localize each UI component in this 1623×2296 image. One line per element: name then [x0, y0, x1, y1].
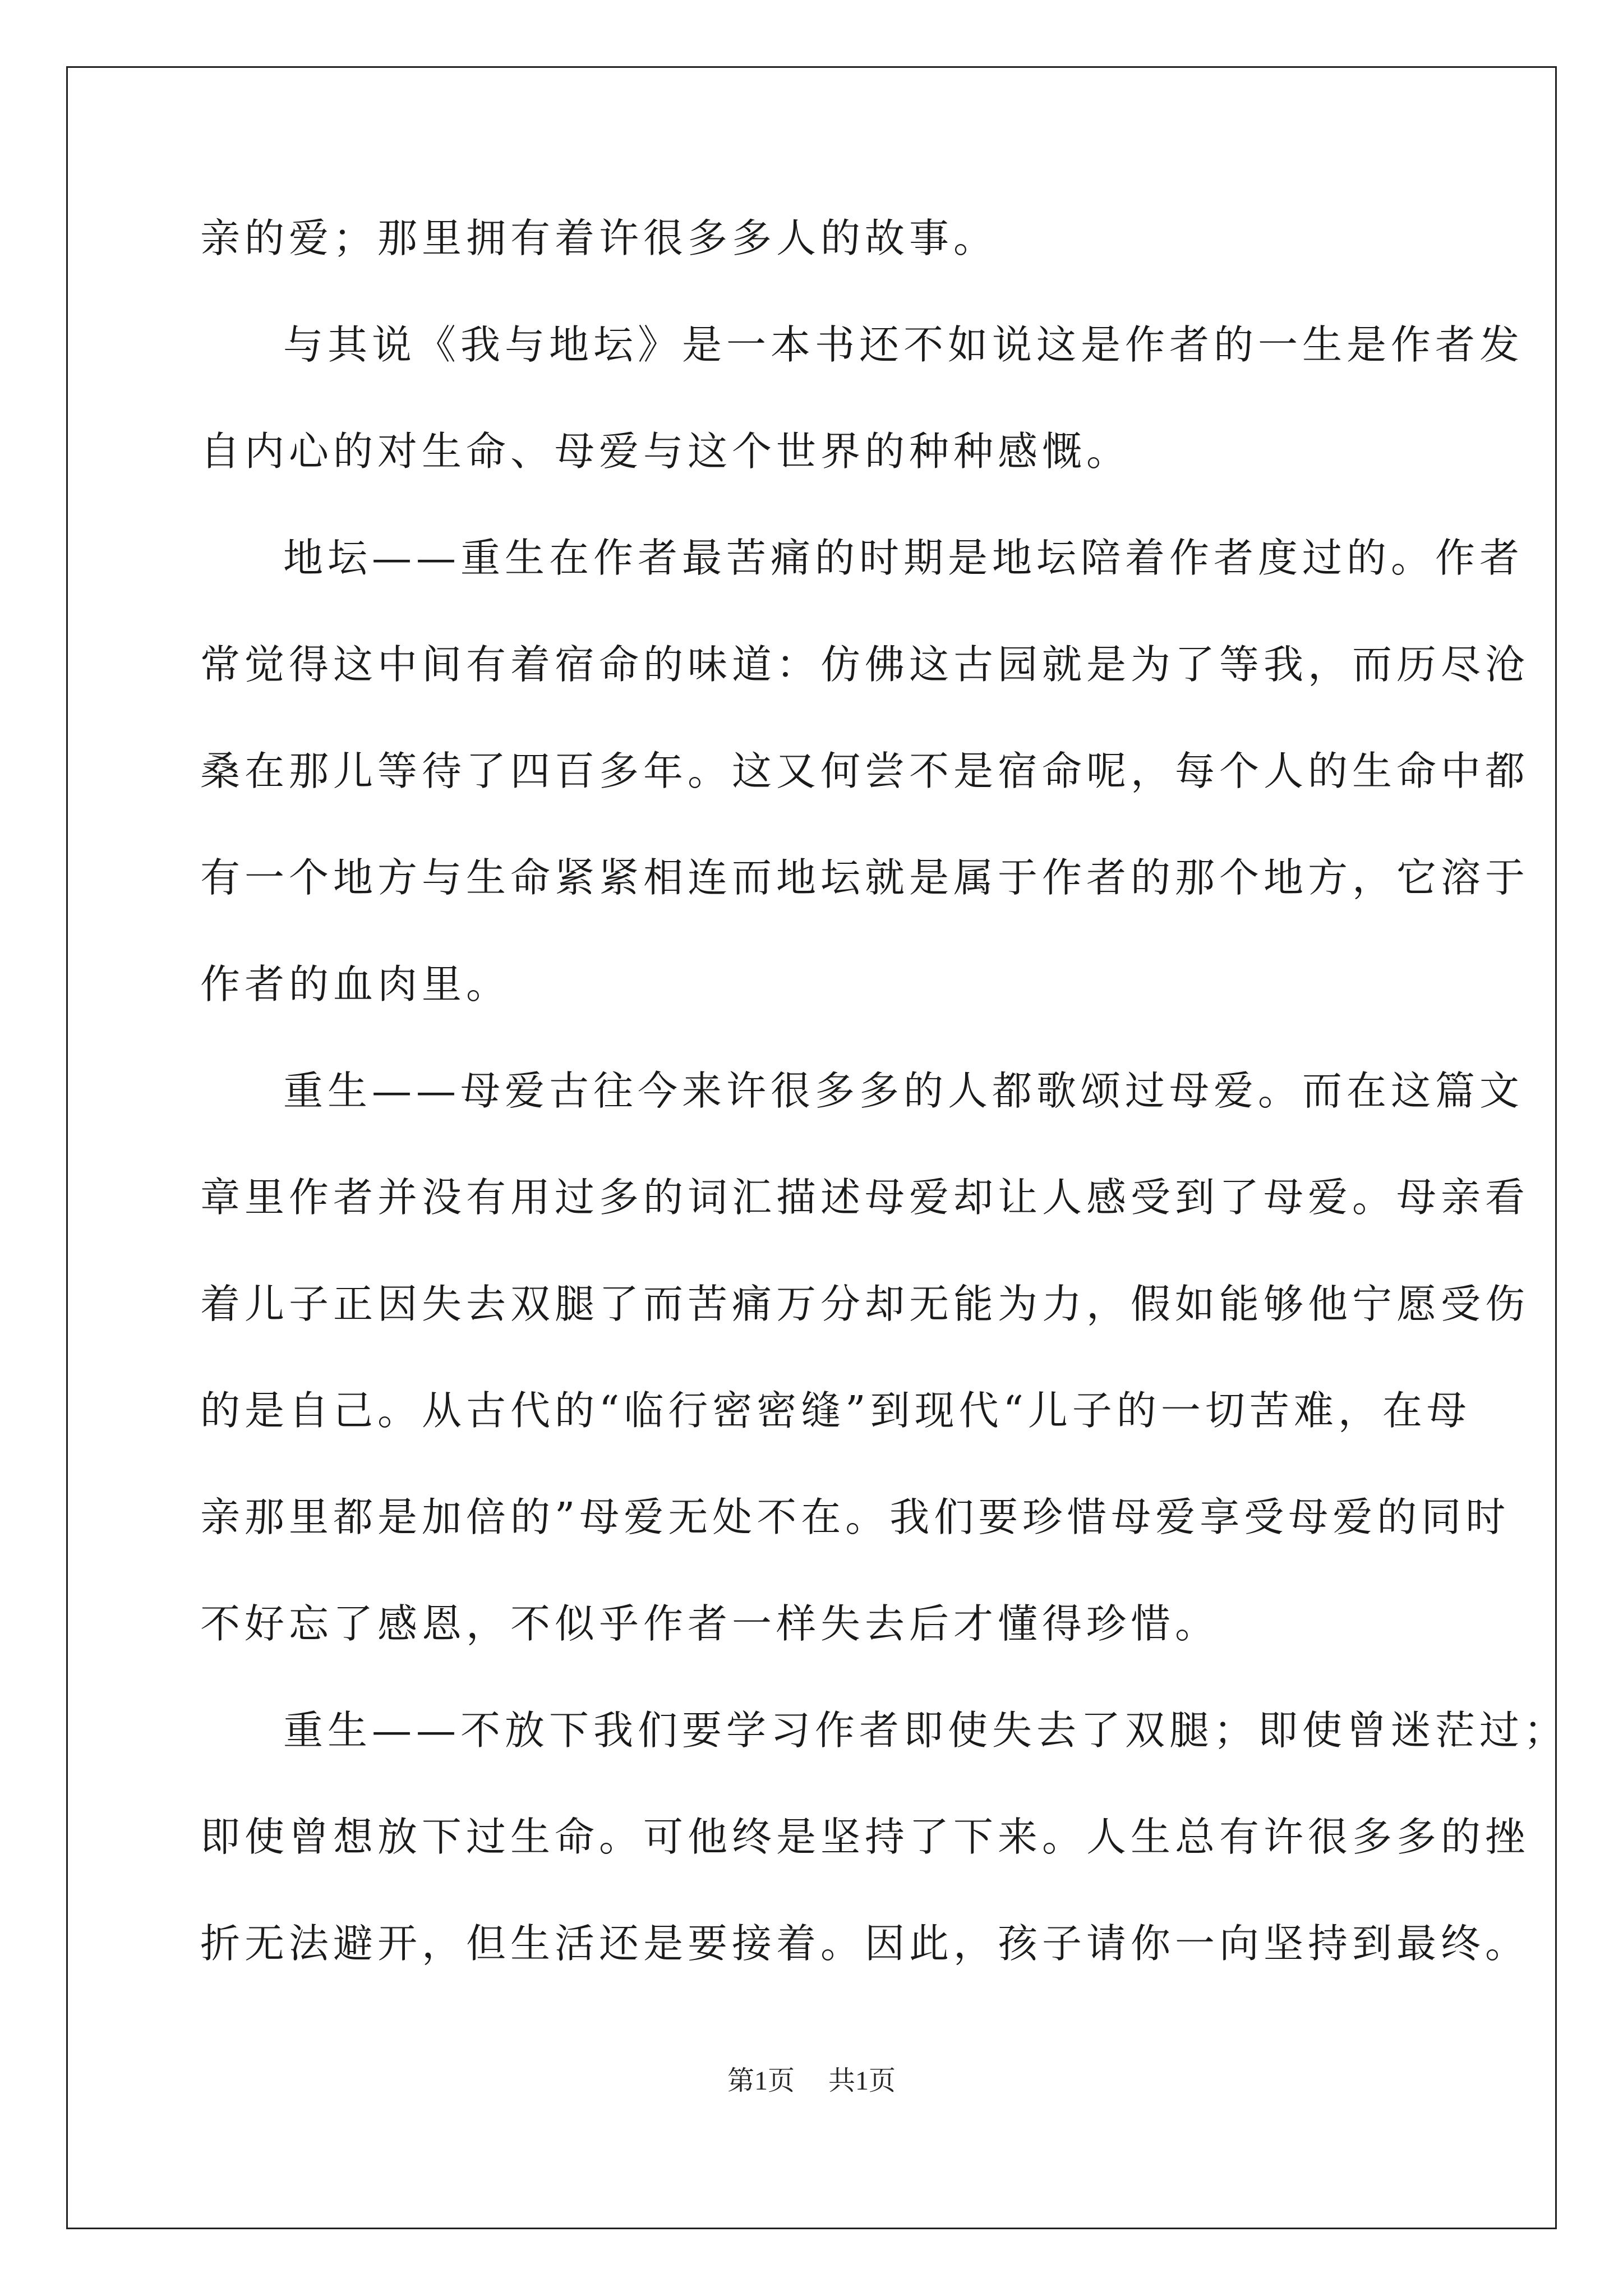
paragraph-start-line: 地坛——重生在作者最苦痛的时期是地坛陪着作者度过的。作者: [283, 535, 1524, 581]
text-line: 亲的爱；那里拥有着许很多多人的故事。: [200, 215, 998, 261]
text-line: 的是自己。从古代的“临行密密缝”到现代“儿子的一切苦难，在母: [200, 1387, 1471, 1434]
paragraph-start-line: 与其说《我与地坛》是一本书还不如说这是作者的一生是作者发: [283, 321, 1524, 368]
text-line: 常觉得这中间有着宿命的味道：仿佛这古园就是为了等我，而历尽沧: [200, 641, 1530, 688]
page-number-current: 第1页: [727, 2066, 795, 2096]
page-footer: [0, 2059, 1623, 2097]
text-line: 自内心的对生命、母爱与这个世界的种种感慨。: [200, 428, 1131, 475]
text-line: 即使曾想放下过生命。可他终是坚持了下来。人生总有许很多多的挫: [200, 1814, 1530, 1860]
text-line: 亲那里都是加倍的”母爱无处不在。我们要珍惜母爱享受母爱的同时: [200, 1494, 1510, 1540]
page-border: [66, 66, 1557, 2229]
paragraph-start-line: 重生——母爱古往今来许很多多的人都歌颂过母爱。而在这篇文: [283, 1068, 1524, 1114]
text-line: 折无法避开，但生活还是要接着。因此，孩子请你一向坚持到最终。: [200, 1920, 1530, 1967]
text-line: 有一个地方与生命紧紧相连而地坛就是属于作者的那个地方，它溶于: [200, 854, 1530, 901]
text-line: 不好忘了感恩，不似乎作者一样失去后才懂得珍惜。: [200, 1600, 1220, 1647]
paragraph-start-line: 重生——不放下我们要学习作者即使失去了双腿；即使曾迷茫过；: [283, 1707, 1569, 1754]
text-line: 作者的血肉里。: [200, 961, 511, 1007]
page-number-total: 共1页: [828, 2066, 896, 2096]
text-line: 章里作者并没有用过多的词汇描述母爱却让人感受到了母爱。母亲看: [200, 1174, 1530, 1221]
text-line: 桑在那儿等待了四百多年。这又何尝不是宿命呢，每个人的生命中都: [200, 748, 1530, 794]
text-line: 着儿子正因失去双腿了而苦痛万分却无能为力，假如能够他宁愿受伤: [200, 1281, 1530, 1327]
